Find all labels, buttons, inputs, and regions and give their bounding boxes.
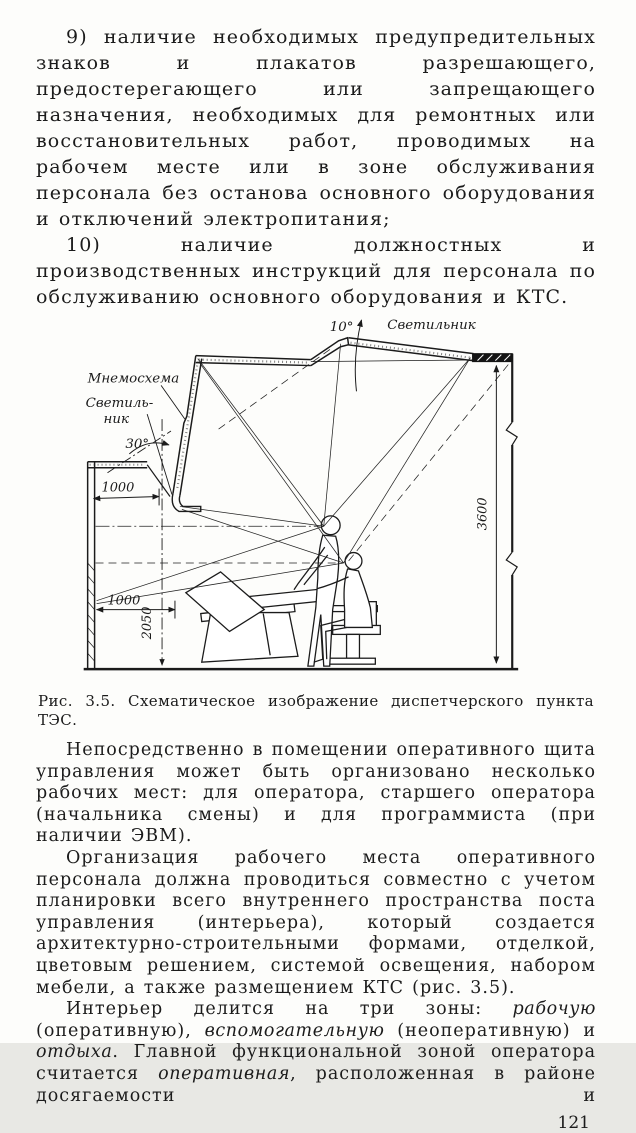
dim-2050-label: 2050 bbox=[140, 606, 156, 640]
angle-10-label: 10° bbox=[329, 319, 354, 335]
paragraph-workplaces: Непосредственно в помещении оперативного щита управления может быть организовано несколько рабочих мест: для оператора, старшего оператора (начальника смены) и для программиста (при наличии ЭВМ). bbox=[36, 740, 596, 847]
text-segment: . Главной функциональной зоной оператора считается bbox=[36, 1042, 596, 1084]
figure-caption: Рис. 3.5. Схематическое изображение диспетчерского пункта ТЭС. bbox=[38, 692, 594, 729]
term-otdykha: отдыха bbox=[36, 1042, 113, 1063]
list-item-9: 9) наличие необходимых предупредительных знаков и плакатов разрешающего, предостерегающего или запрещающего назначения, необходимых для ремонтных или восстановительных работ, проводимых на рабочем месте или в зоне обслуживания персонала без останова основного оборудования и отключений электропитания; bbox=[36, 26, 596, 230]
dim-3600-label: 3600 bbox=[475, 497, 491, 531]
text-segment: (неоперативную) и bbox=[384, 1020, 596, 1041]
angle-30-label: 30° bbox=[125, 436, 150, 452]
ceiling-luminaire-strip bbox=[473, 354, 513, 362]
text-segment: , расположенная в районе досягаемости и bbox=[36, 1063, 597, 1106]
text-segment: (оперативную), bbox=[36, 1020, 205, 1041]
page-number: 121 bbox=[557, 1113, 590, 1133]
text-segment: Интерьер делится на три зоны: bbox=[66, 999, 513, 1020]
wall-luminaire-label-line2: ник bbox=[103, 412, 129, 428]
paragraph-interior-zones bbox=[36, 999, 596, 1107]
term-rabochuyu: рабочую bbox=[512, 999, 596, 1020]
dim-1000-bottom-label: 1000 bbox=[107, 593, 141, 609]
term-operativnaya: оперативная bbox=[158, 1063, 291, 1084]
wall-luminaire-label-line1: Светиль- bbox=[85, 396, 154, 412]
ceiling-luminaire-label: Светильник bbox=[387, 317, 476, 333]
term-vspomogatelnuyu: вспомогательную bbox=[204, 1020, 385, 1041]
mnemoschema-label: Мнемосхема bbox=[87, 371, 180, 387]
paragraph-organization: Организация рабочего места оперативного персонала должна проводиться совместно с учетом планировки всего внутреннего пространства поста управления (интерьера), который создается архитектурно-строительными формами, отделкой, цветовым решением, системой освещения, набором мебели, а также размещением КТС (рис. 3.5). bbox=[36, 847, 596, 998]
dim-1000-top-label: 1000 bbox=[101, 480, 135, 496]
list-item-10: 10) наличие должностных и производственных инструкций для персонала по обслуживанию основного оборудования и КТС. bbox=[36, 234, 596, 308]
figure-drawing-area bbox=[58, 312, 596, 688]
dispatcher-room-diagram bbox=[58, 312, 528, 684]
figure-3-5 bbox=[36, 312, 596, 730]
